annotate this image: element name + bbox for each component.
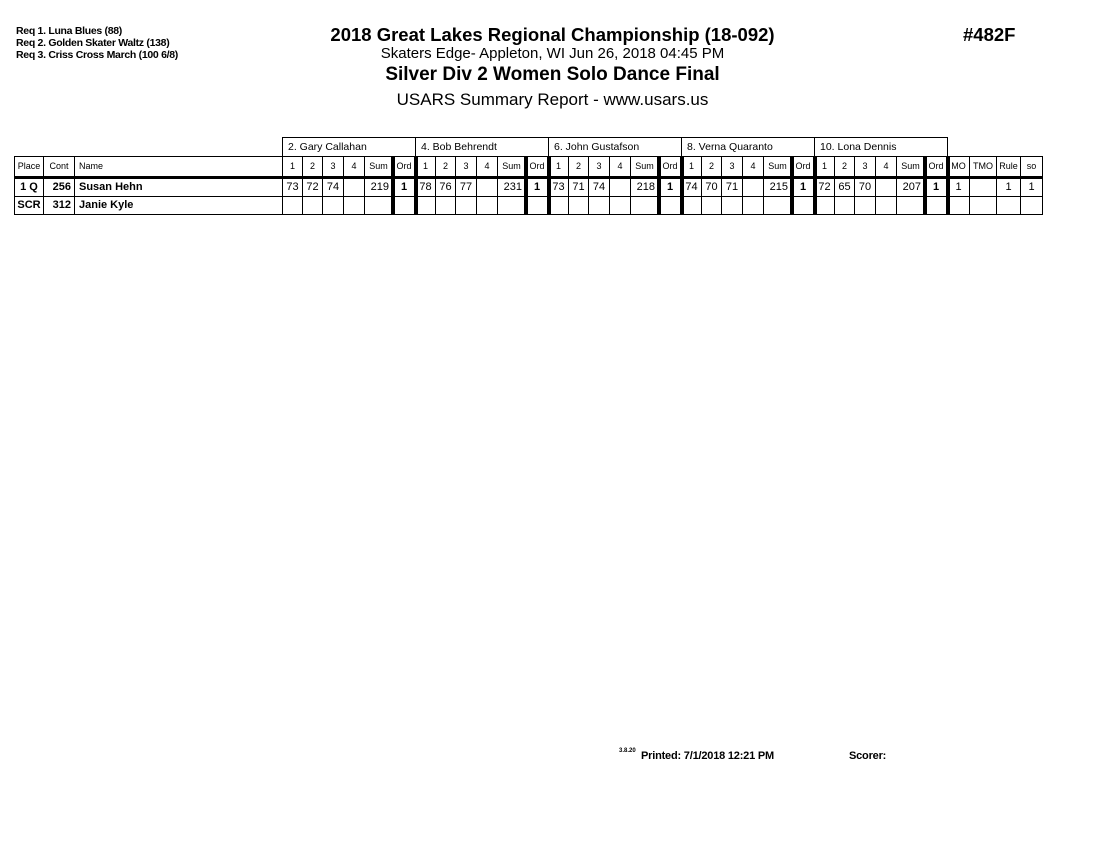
judge-5-ord-cell: 1 [924,178,948,197]
software-version: 3.8.20 [619,748,636,754]
judge-2-col-2: 2 [435,156,456,177]
row-name: Susan Hehn [74,178,283,197]
judge-1-col-sum: Sum [364,156,393,177]
judge-1-s4-cell [343,178,365,197]
row-place: 1 Q [14,178,44,197]
judge-5-ord-cell [924,196,948,215]
ord-divider [923,156,927,215]
judge-1-sum-cell: 219 [364,178,393,197]
judge-4-ord-cell: 1 [791,178,815,197]
judge-3-s1-cell [548,196,569,215]
judge-4-s2-cell: 70 [701,178,722,197]
row-rule-cell [996,196,1021,215]
judge-1-col-1: 1 [282,156,303,177]
so-column-header: so [1020,156,1043,177]
judge-1-col-2: 2 [302,156,323,177]
judge-3-s4-cell [609,178,631,197]
ord-divider [657,156,661,215]
judge-3-col-sum: Sum [630,156,659,177]
judge-2-col-ord: Ord [525,156,549,177]
row-tmo-cell [969,178,997,197]
judge-3-s3-cell [588,196,610,215]
judge-2-ord-cell [525,196,549,215]
judge-5-col-ord: Ord [924,156,948,177]
judge-5-s4-cell [875,178,897,197]
row-cont: 256 [43,178,75,197]
judge-5-col-1: 1 [814,156,835,177]
judge-2-ord-cell: 1 [525,178,549,197]
judge-4-col-4: 4 [742,156,764,177]
judge-3-s2-cell [568,196,589,215]
judge-4-col-ord: Ord [791,156,815,177]
venue-datetime: Skaters Edge- Appleton, WI Jun 26, 2018 04:45 PM [380,45,725,62]
ord-divider [680,156,684,215]
judge-header: 8. Verna Quaranto [681,137,815,157]
judge-5-sum-cell: 207 [896,178,925,197]
judge-1-s1-cell: 73 [282,178,303,197]
judge-4-s3-cell: 71 [721,178,743,197]
rule-column-header: Rule [996,156,1021,177]
judge-3-s3-cell: 74 [588,178,610,197]
competition-title: 2018 Great Lakes Regional Championship (18-092) [330,24,775,45]
judge-1-col-4: 4 [343,156,365,177]
judge-1-sum-cell [364,196,393,215]
row-so-cell [1020,196,1043,215]
judge-2-s4-cell [476,178,498,197]
judge-4-sum-cell [763,196,792,215]
judge-5-s1-cell [814,196,835,215]
judge-5-s3-cell: 70 [854,178,876,197]
judge-4-s4-cell [742,196,764,215]
judge-4-sum-cell: 215 [763,178,792,197]
judge-3-col-ord: Ord [658,156,682,177]
judge-4-s1-cell [681,196,702,215]
ord-divider [414,156,418,215]
judge-3-s2-cell: 71 [568,178,589,197]
row-mo-cell [947,196,970,215]
judge-2-sum-cell [497,196,526,215]
requirement-2: Req 2. Golden Skater Waltz (138) [16,37,170,49]
requirement-3: Req 3. Criss Cross March (100 6/8) [16,49,178,61]
judge-header: 10. Lona Dennis [814,137,948,157]
judge-5-s1-cell: 72 [814,178,835,197]
judge-4-col-sum: Sum [763,156,792,177]
judge-5-col-2: 2 [834,156,855,177]
name-column-header: Name [74,156,283,177]
judge-2-s3-cell [455,196,477,215]
judge-5-s4-cell [875,196,897,215]
judge-1-s3-cell [322,196,344,215]
judge-1-col-3: 3 [322,156,344,177]
judge-5-s2-cell [834,196,855,215]
judge-2-col-3: 3 [455,156,477,177]
judge-1-s3-cell: 74 [322,178,344,197]
row-rule-cell: 1 [996,178,1021,197]
judge-3-col-1: 1 [548,156,569,177]
judge-4-col-1: 1 [681,156,702,177]
judge-3-ord-cell [658,196,682,215]
judge-4-col-2: 2 [701,156,722,177]
judge-5-col-3: 3 [854,156,876,177]
ord-divider [524,156,528,215]
row-tmo-cell [969,196,997,215]
judge-2-s1-cell [415,196,436,215]
judge-1-s4-cell [343,196,365,215]
judge-5-col-4: 4 [875,156,897,177]
event-number: #482F [963,24,1016,45]
judge-3-s1-cell: 73 [548,178,569,197]
judge-3-s4-cell [609,196,631,215]
row-name: Janie Kyle [74,196,283,215]
judge-1-s1-cell [282,196,303,215]
event-title: Silver Div 2 Women Solo Dance Final [385,64,720,85]
judge-4-s3-cell [721,196,743,215]
judge-5-col-sum: Sum [896,156,925,177]
judge-header: 6. John Gustafson [548,137,682,157]
judge-2-col-sum: Sum [497,156,526,177]
tmo-column-header: TMO [969,156,997,177]
report-title: USARS Summary Report - www.usars.us [396,90,709,109]
cont-column-header: Cont [43,156,75,177]
row-mo-cell: 1 [947,178,970,197]
ord-divider [946,156,950,215]
judge-4-s2-cell [701,196,722,215]
judge-2-s4-cell [476,196,498,215]
ord-divider [790,156,794,215]
judge-4-ord-cell [791,196,815,215]
mo-column-header: MO [947,156,970,177]
printed-timestamp: Printed: 7/1/2018 12:21 PM [641,750,774,762]
judge-2-col-4: 4 [476,156,498,177]
judge-4-s1-cell: 74 [681,178,702,197]
judge-3-sum-cell [630,196,659,215]
place-column-header: Place [14,156,44,177]
judge-1-ord-cell [392,196,416,215]
judge-1-s2-cell: 72 [302,178,323,197]
row-so-cell: 1 [1020,178,1043,197]
judge-1-col-ord: Ord [392,156,416,177]
judge-3-ord-cell: 1 [658,178,682,197]
row-place: SCR [14,196,44,215]
scorer-label: Scorer: [849,750,887,762]
judge-2-s2-cell [435,196,456,215]
judge-5-s2-cell: 65 [834,178,855,197]
judge-5-sum-cell [896,196,925,215]
judge-4-col-3: 3 [721,156,743,177]
judge-header: 2. Gary Callahan [282,137,416,157]
judge-2-s1-cell: 78 [415,178,436,197]
judge-2-s3-cell: 77 [455,178,477,197]
judge-2-s2-cell: 76 [435,178,456,197]
ord-divider [813,156,817,215]
judge-4-s4-cell [742,178,764,197]
judge-5-s3-cell [854,196,876,215]
judge-2-col-1: 1 [415,156,436,177]
judge-3-col-4: 4 [609,156,631,177]
judge-header: 4. Bob Behrendt [415,137,549,157]
judge-3-col-2: 2 [568,156,589,177]
ord-divider [547,156,551,215]
judge-2-sum-cell: 231 [497,178,526,197]
judge-3-col-3: 3 [588,156,610,177]
requirement-1: Req 1. Luna Blues (88) [16,25,123,37]
judge-1-s2-cell [302,196,323,215]
ord-divider [391,156,395,215]
row-cont: 312 [43,196,75,215]
judge-3-sum-cell: 218 [630,178,659,197]
judge-1-ord-cell: 1 [392,178,416,197]
